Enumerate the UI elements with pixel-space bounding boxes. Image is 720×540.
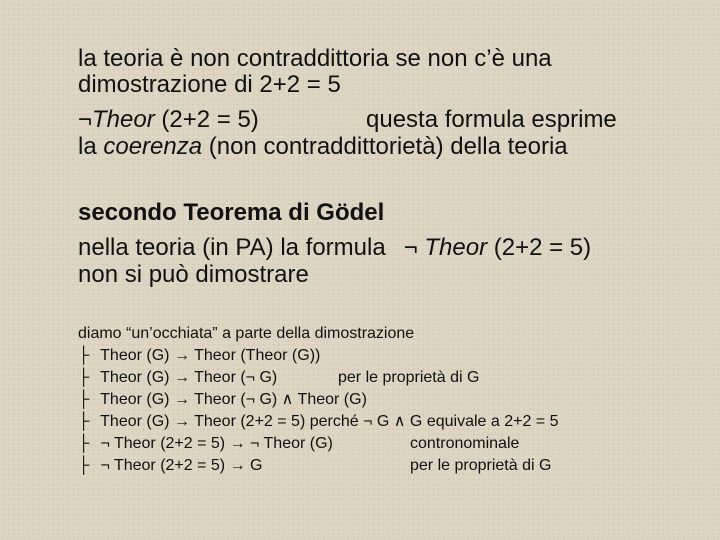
godel-line-1: nella teoria (in PA) la formula ¬ Theor (2+2 = 5) [78, 234, 592, 261]
neg-symbol: ¬ [403, 234, 425, 261]
proof-step: ├ ¬ Theor (2+2 = 5) → ¬ Theor (G) [78, 435, 333, 452]
intro-line-4: la coerenza (non contraddittorietà) della teoria [78, 133, 568, 160]
turnstile-symbol: ├ [78, 413, 90, 430]
proof-step-note: per le proprietà di G [338, 369, 480, 386]
proof-step: ├ ¬ Theor (2+2 = 5) → G [78, 457, 263, 474]
turnstile-symbol: ├ [78, 391, 90, 408]
coerenza-emphasis: coerenza [103, 133, 203, 160]
turnstile-symbol: ├ [78, 347, 90, 364]
godel-heading: secondo Teorema di Gödel [78, 199, 385, 226]
formula-argument: (2+2 = 5) [154, 106, 259, 133]
proof-intro: diamo “un’occhiata” a parte della dimostrazione [78, 325, 415, 342]
turnstile-symbol: ├ [78, 457, 90, 474]
proof-step: ├ Theor (G) → Theor (¬ G) ∧ Theor (G) [78, 391, 367, 408]
proof-step: ├ Theor (G) → Theor (Theor (G)) [78, 347, 321, 364]
proof-step: ├ Theor (G) → Theor (2+2 = 5) perché ¬ G ∧ G equivale a 2+2 = 5 [78, 413, 559, 430]
proof-step-note: per le proprietà di G [410, 457, 552, 474]
theor-word: Theor [424, 234, 488, 261]
neg-symbol: ¬ [78, 106, 93, 133]
neg-theor-formula [78, 107, 259, 133]
formula-note: questa formula esprime [366, 106, 617, 133]
intro-line-2: dimostrazione di 2+2 = 5 [78, 71, 341, 98]
godel-line-2: non si può dimostrare [78, 261, 309, 288]
theor-word: Theor [92, 106, 155, 133]
proof-step: ├ Theor (G) → Theor (¬ G) [78, 369, 278, 386]
intro-line-1: la teoria è non contraddittoria se non c’è una [78, 45, 552, 72]
turnstile-symbol: ├ [78, 435, 90, 452]
turnstile-symbol: ├ [78, 369, 90, 386]
proof-step-note: contronominale [410, 435, 520, 452]
